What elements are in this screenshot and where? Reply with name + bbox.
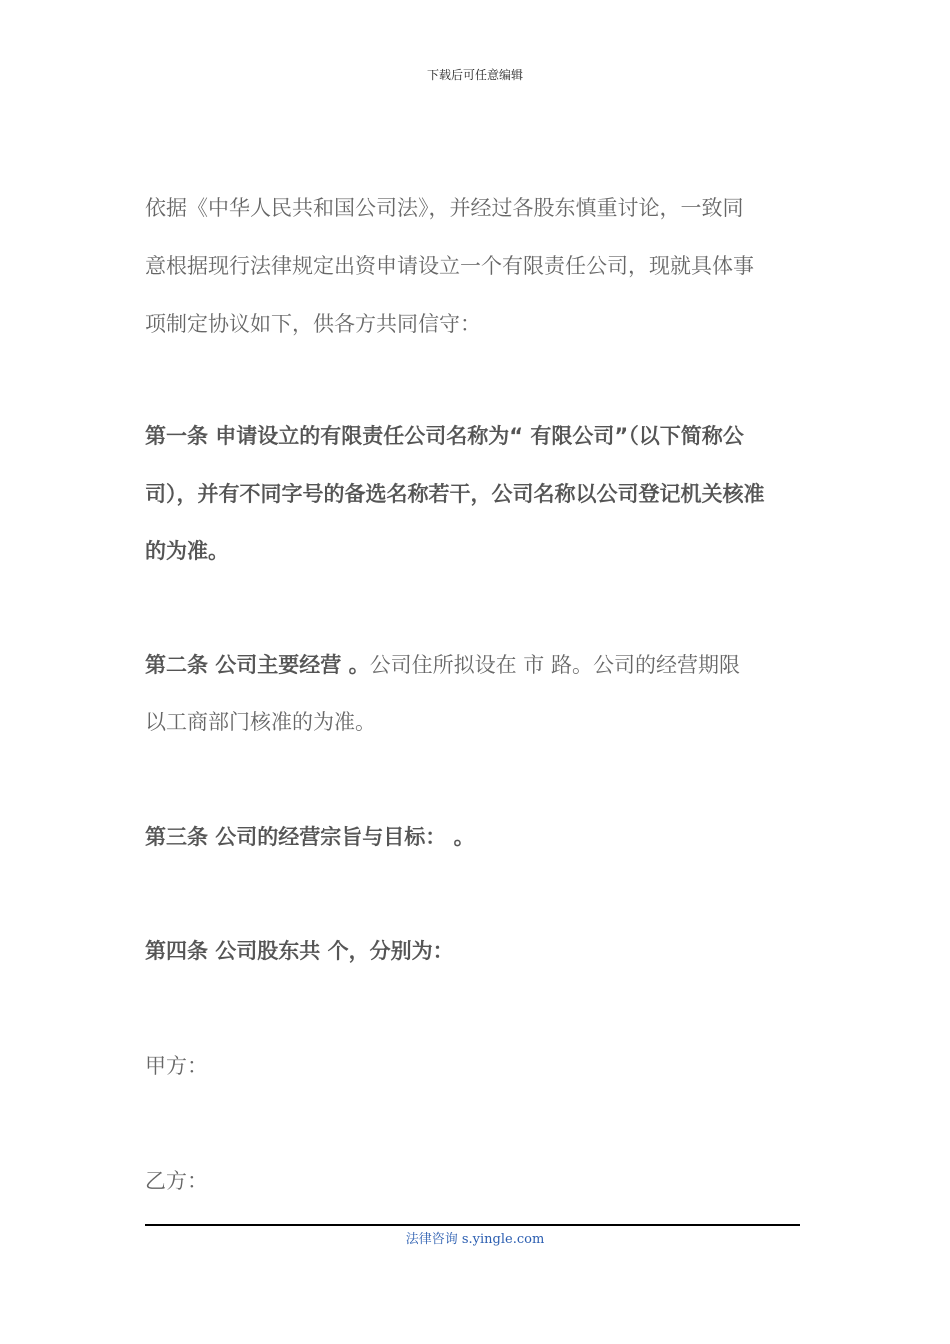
article-2-line-1 — [145, 650, 810, 680]
article-2-body: 公司住所拟设在 市 路。公司的经营期限 — [369, 653, 740, 677]
party-b-label: 乙方： — [145, 1169, 208, 1193]
intro-line-3: 项制定协议如下，供各方共同信守： — [145, 312, 481, 336]
article-2-heading: 第二条 公司主要经营 。 — [145, 653, 370, 677]
page-header: 下载后可任意编辑 — [426, 68, 523, 82]
article-1-line-1: 第一条 申请设立的有限责任公司名称为“ 有限公司”（以下简称公 — [145, 424, 744, 448]
intro-line-1: 依据《中华人民共和国公司法》，并经过各股东慎重讨论，一致同 — [145, 196, 744, 220]
article-2-line-2: 以工商部门核准的为准。 — [145, 710, 376, 734]
article-1-line-2: 司），并有不同字号的备选名称若干，公司名称以公司登记机关核准 — [145, 482, 765, 506]
footer-link[interactable]: 法律咨询 s.yingle.com — [405, 1232, 545, 1247]
article-1-line-3: 的为准。 — [145, 539, 229, 563]
article-3-line-1: 第三条 公司的经营宗旨与目标： 。 — [145, 825, 475, 849]
article-4-line-1: 第四条 公司股东共 个，分别为： — [145, 939, 454, 963]
intro-line-2: 意根据现行法律规定出资申请设立一个有限责任公司，现就具体事 — [145, 254, 754, 278]
footer-divider — [145, 1224, 800, 1226]
party-a-label: 甲方： — [145, 1054, 208, 1078]
